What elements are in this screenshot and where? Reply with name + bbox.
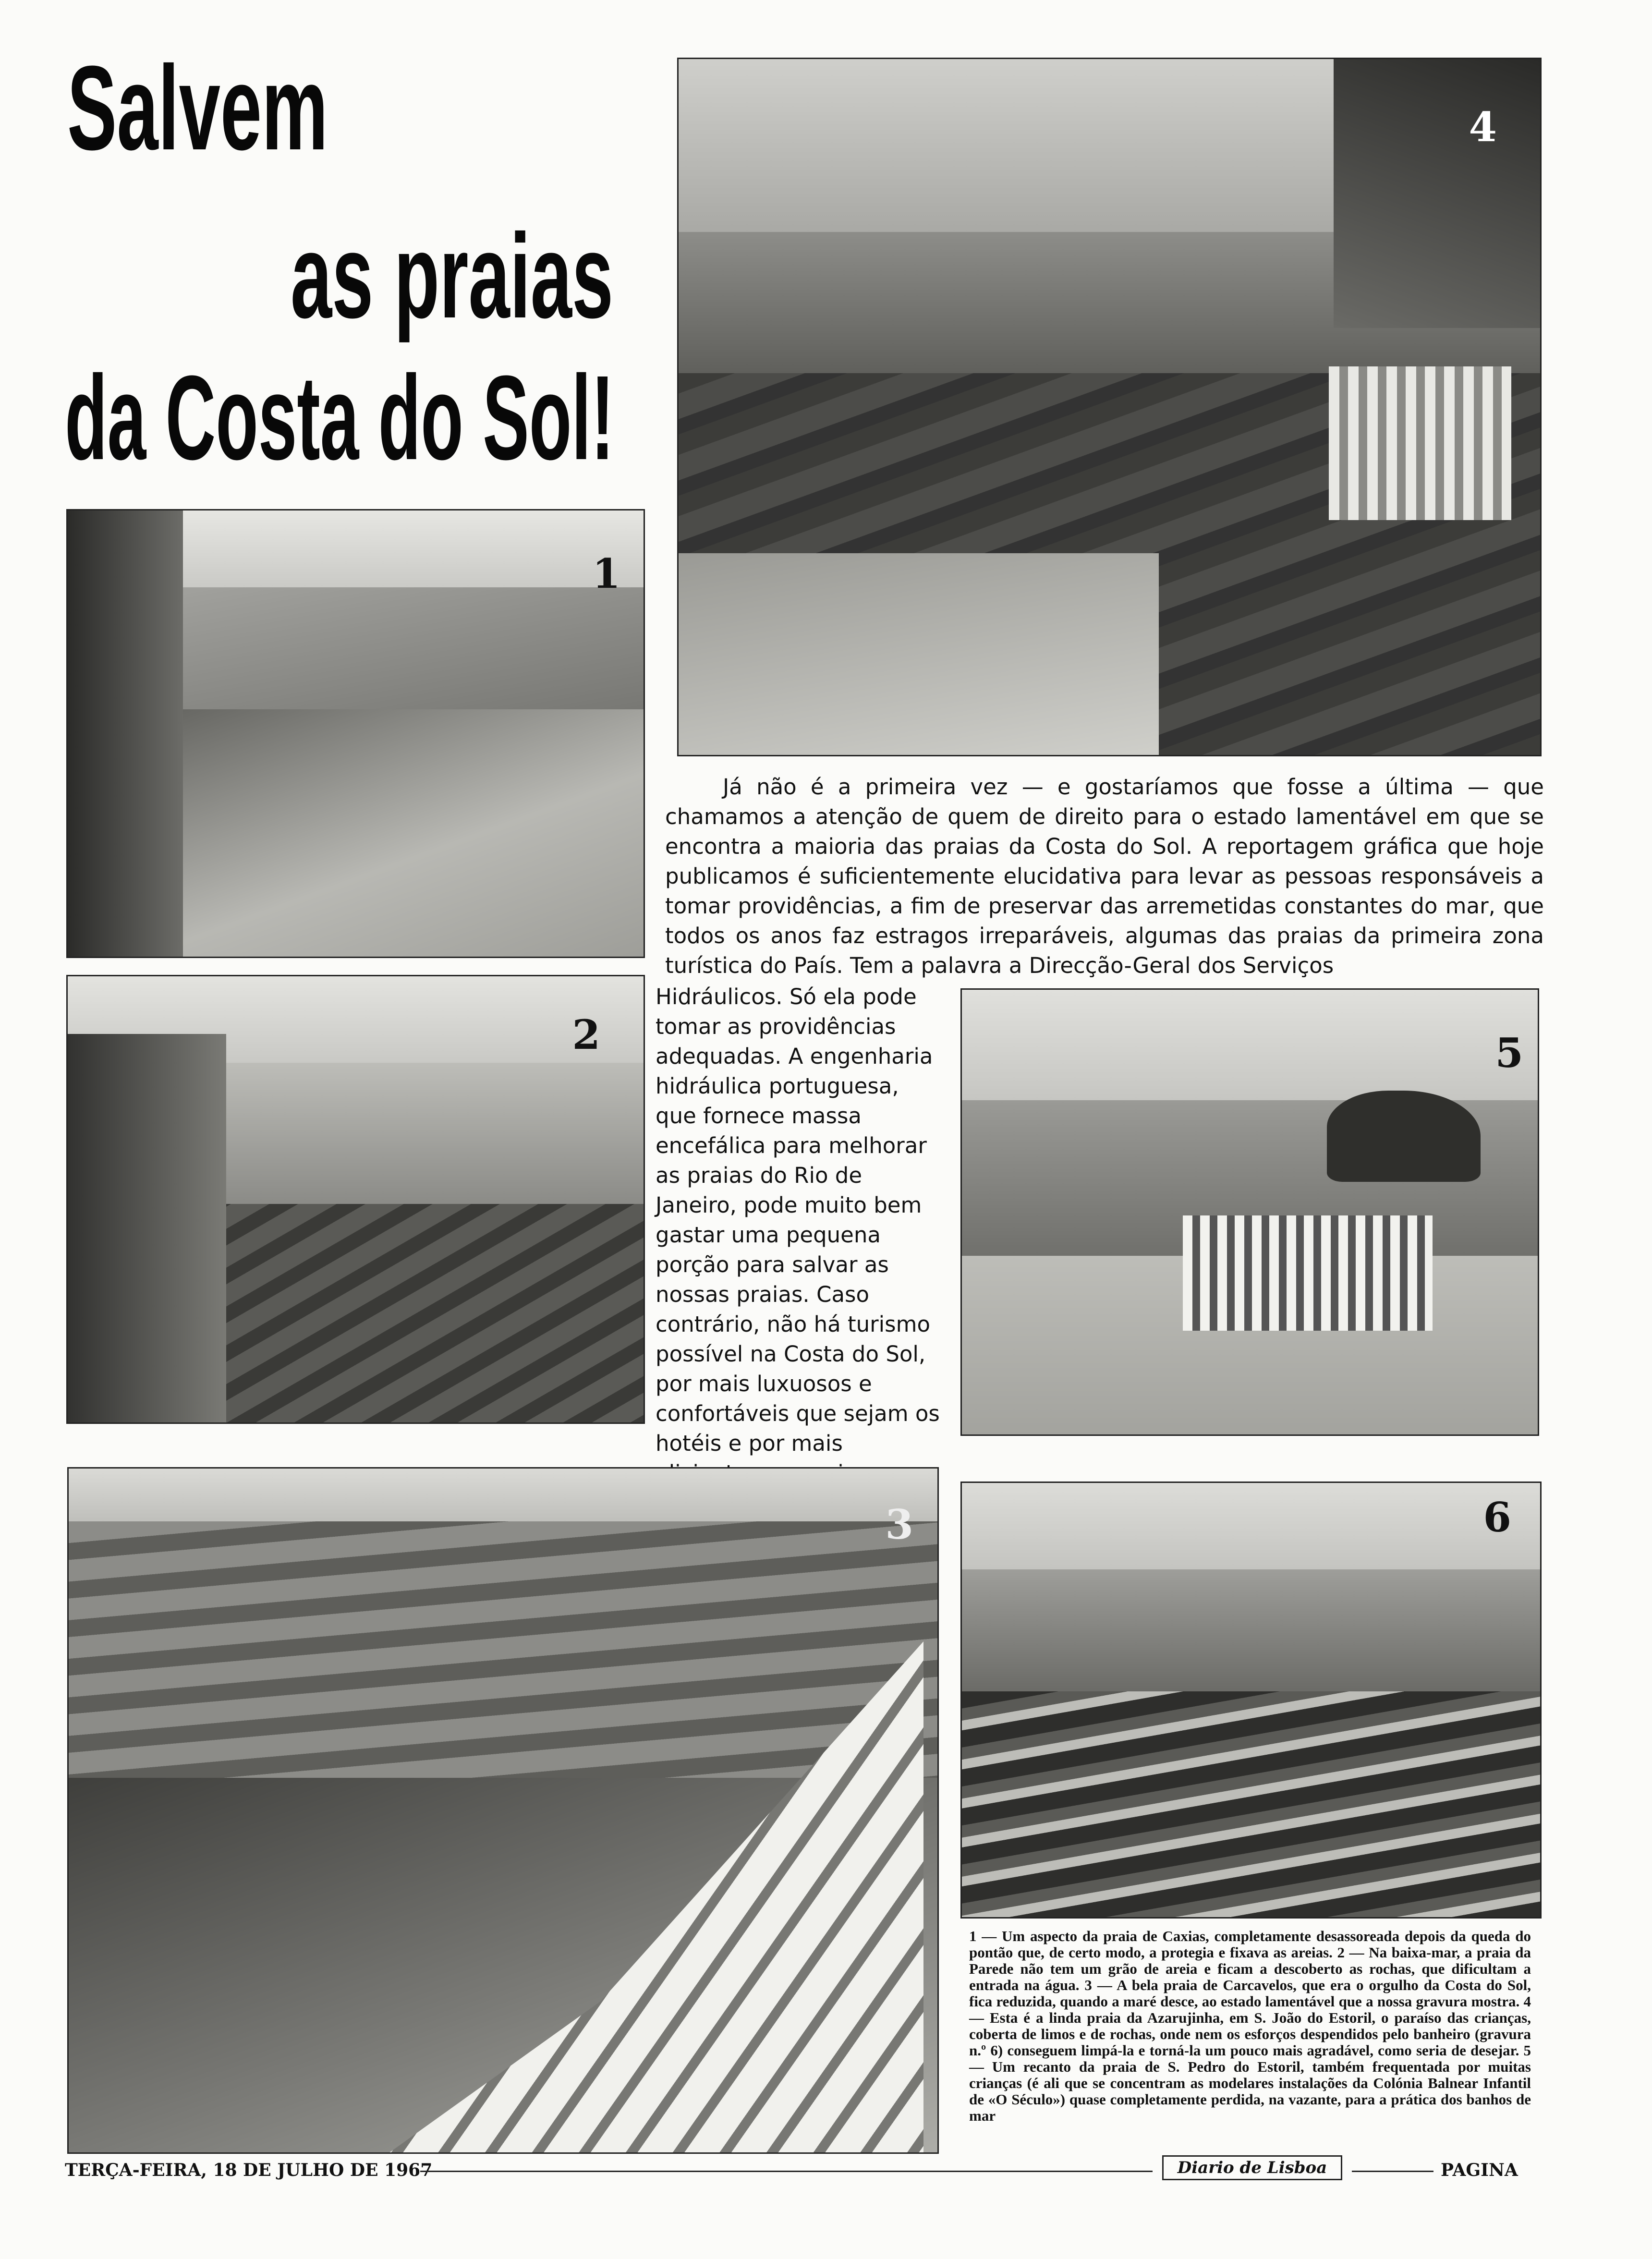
photo-3-number: 3	[885, 1501, 913, 1548]
headline-line-1: Salvem	[67, 41, 328, 175]
photo-6	[960, 1482, 1542, 1919]
masthead-text: Diario de Lisboa	[1177, 2158, 1327, 2177]
photo-caption: 1 — Um aspecto da praia de Caxias, completamente desassoreada depois da queda do pontão que, de certo modo, a protegia e fixava as areias. 2 — Na baixa-mar, a praia da Parede não tem um grão de areia e ficam a descoberto as rochas, que dificultam a entrada na água. 3 — A bela praia de Carcavelos, que era o orgulho da Costa do Sol, fica reduzida, quando a maré desce, ao estado lamentável que a nossa gravura mostra. 4 — Esta é a linda praia da Azarujinha, em S. João do Estoril, o paraíso das crianças, coberta de limos e de rochas, onde nem os esforços despendidos pelo banheiro (gravura n.º 6) conseguem limpá-la e torná-la um pouco mais agradável, como seria de desejar. 5 — Um recanto da praia de S. Pedro do Estoril, também frequentada por muitas crianças (é ali que se concentram as modelares instalações da Colónia Balnear Infantil de «O Século») quase completamente perdida, na vazante, para a prática dos banhos de mar	[969, 1928, 1531, 2124]
photo-3	[67, 1467, 939, 2154]
masthead-logo	[1162, 2155, 1342, 2180]
photo-4-number: 4	[1469, 103, 1497, 151]
photo-6-number: 6	[1483, 1494, 1511, 1541]
photo-4	[677, 58, 1542, 756]
photo-5-number: 5	[1495, 1029, 1523, 1077]
headline-line-2: as praias	[291, 209, 614, 343]
photo-2-number: 2	[572, 1011, 600, 1058]
footer-date: TERÇA-FEIRA, 18 DE JULHO DE 1967	[65, 2160, 433, 2180]
photo-1-number: 1	[592, 550, 620, 597]
footer-page-label: PAGINA	[1441, 2160, 1518, 2180]
article-text-column: Hidráulicos. Só ela pode tomar as providências adequadas. A engenharia hidráulica portuguesa, que fornece massa encefálica para melhorar as praias do Rio de Janeiro, pode muito bem gastar uma pequena porção para salvar as nossas praias. Caso contrário, não há turismo possível na Costa do Sol, por mais luxuosos e confortáveis que sejam os hotéis e por mais	[656, 984, 940, 1456]
headline-line-3: da Costa do Sol!	[65, 351, 614, 485]
photo-2	[66, 975, 645, 1424]
article-text-top: Já não é a primeira vez — e gostaríamos que fosse a última — que chamamos a atenção de quem de direito para o estado lamentável em que se encontra a maioria das praias da Costa do Sol. A reportagem gráfica que hoje publicamos é suficientemente elucidativa para levar as pessoas responsáveis a tomar providências, a fim de preservar das arremetidas constantes do mar, que todos os anos faz estragos irreparáveis, algumas das praias da primeira zona turística do País. Tem a palavra a Direcção-Geral dos Serviços	[665, 774, 1544, 978]
photo-5	[960, 988, 1539, 1436]
photo-1	[66, 509, 645, 958]
